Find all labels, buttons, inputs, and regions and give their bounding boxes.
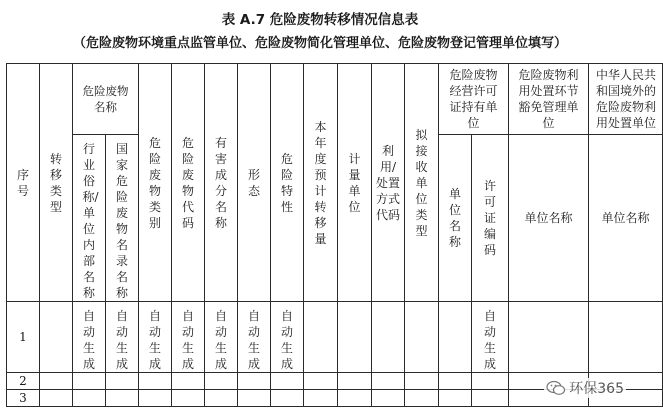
- table-subtitle: （危险废物环境重点监管单位、危险废物简化管理单位、危险废物登记管理单位填写）: [72, 36, 567, 51]
- header-overseas-unit-name: 单位名称: [589, 135, 663, 302]
- cell-auto: 自动生成: [205, 302, 238, 373]
- header-unit: 计量单位: [338, 64, 372, 302]
- header-transfer-type: 转移类型: [40, 64, 73, 302]
- header-exempt-unit-name: 单位名称: [509, 135, 589, 302]
- row-serial: 3: [7, 390, 40, 407]
- header-industry-name: 行业俗称/单位内部名称: [73, 135, 106, 302]
- cell-auto: 自动生成: [238, 302, 271, 373]
- watermark: [544, 378, 626, 398]
- table-row: [7, 302, 663, 373]
- wechat-icon: [546, 380, 566, 396]
- watermark-text: 环保365: [569, 381, 624, 397]
- transfer-info-table: [6, 63, 663, 407]
- row-serial: 2: [7, 373, 40, 390]
- header-form: 形态: [238, 64, 271, 302]
- header-disposal-code: 利用/处置方式代码: [372, 64, 405, 302]
- cell: [509, 302, 589, 373]
- cell: [40, 302, 73, 373]
- cell-auto: 自动生成: [73, 302, 106, 373]
- cell: [439, 302, 472, 373]
- cell: [589, 302, 663, 373]
- header-waste-category: 危险废物类别: [139, 64, 172, 302]
- cell: [372, 302, 405, 373]
- header-waste-code: 危险废物代码: [172, 64, 205, 302]
- header-harmful-components: 有害成分名称: [205, 64, 238, 302]
- cell-auto: 自动生成: [172, 302, 205, 373]
- header-license-code: 许可证编码: [472, 135, 509, 302]
- row-serial: 1: [7, 302, 40, 373]
- header-planned-amount: 本年度预计转移量: [304, 64, 338, 302]
- cell-auto: 自动生成: [472, 302, 509, 373]
- table-title: 表 A.7 危险废物转移情况信息表: [221, 12, 419, 28]
- cell: [304, 302, 338, 373]
- header-hazard-property: 危险特性: [271, 64, 304, 302]
- header-licensee-unit-name: 单位名称: [439, 135, 472, 302]
- header-national-name: 国家危险废物名录名称: [106, 135, 139, 302]
- header-licensee-group: 危险废物经营许可证持有单位: [439, 64, 509, 135]
- cell: [405, 302, 439, 373]
- header-serial: 序号: [7, 64, 40, 302]
- header-overseas-group: 中华人民共和国境外的危险废物利用处置单位: [589, 64, 663, 135]
- header-exempt-group: 危险废物利用处置环节豁免管理单位: [509, 64, 589, 135]
- cell-auto: 自动生成: [139, 302, 172, 373]
- cell-auto: 自动生成: [106, 302, 139, 373]
- header-receiver-type: 拟接收单位类型: [405, 64, 439, 302]
- cell-auto: 自动生成: [271, 302, 304, 373]
- cell: [338, 302, 372, 373]
- header-waste-name-group: 危险废物名称: [73, 64, 139, 135]
